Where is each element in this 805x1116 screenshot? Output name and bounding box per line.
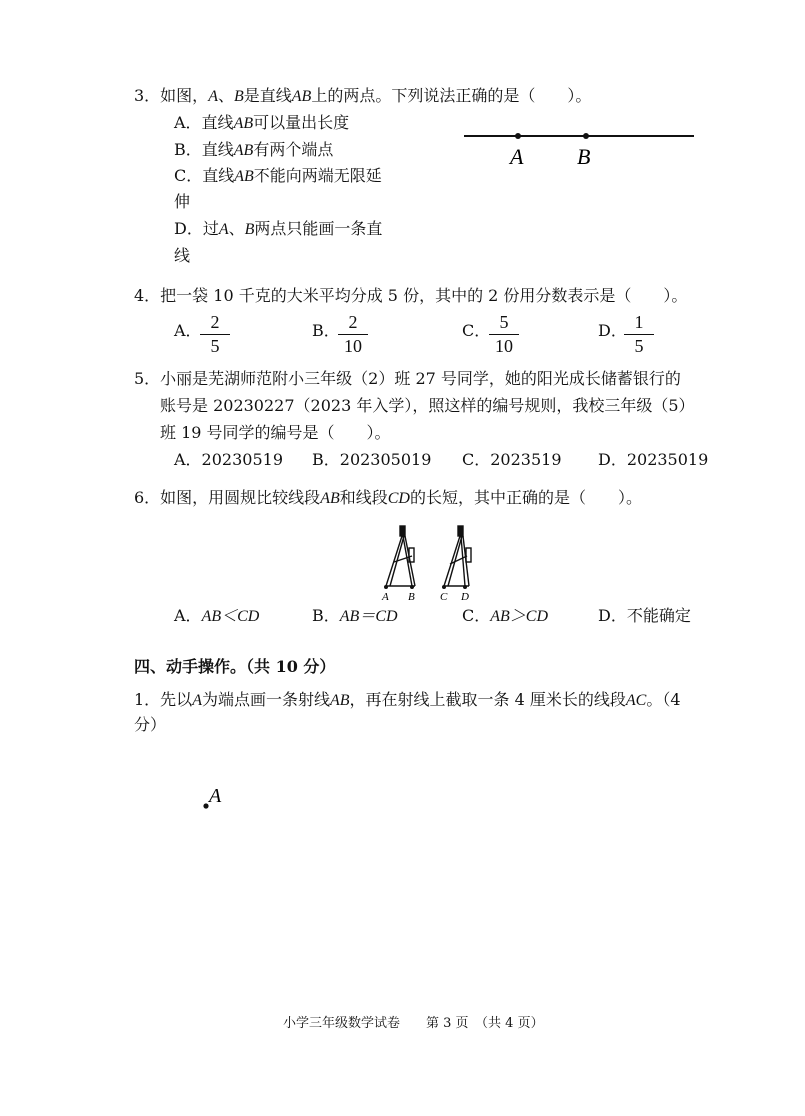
q3-stem	[134, 86, 591, 107]
q3-option-b-text: B．直线	[174, 140, 234, 159]
point-a-label: A	[209, 785, 222, 807]
point-b-label: B	[577, 144, 591, 169]
q3-option-c-wrap: 伸	[174, 192, 191, 211]
s4q1-segment-ac: AC	[625, 692, 647, 709]
q6-option-a-letter: A．	[174, 606, 202, 625]
q3-option-c-text: C．直线	[174, 166, 235, 185]
q5-option-c[interactable]: C．2023519	[462, 450, 562, 469]
q6-option-a-expr: AB＜CD	[201, 608, 260, 625]
q6-compass-figure	[372, 522, 492, 602]
q5-option-d[interactable]: D．20235019	[598, 450, 709, 469]
q3-option-a-ab: AB	[233, 115, 254, 132]
q3-option-b-ab: AB	[233, 142, 254, 159]
label-a: A	[382, 591, 389, 602]
compass-ab-icon	[386, 526, 415, 586]
q6-stem	[134, 488, 642, 509]
section-4-q1-line-1	[134, 690, 681, 711]
label-d: D	[461, 591, 469, 602]
drawing-point-a[interactable]	[196, 780, 236, 820]
point-a-label: A	[510, 144, 524, 169]
s4q1-point-a: A	[192, 692, 202, 709]
s4q1-text: 1．先以	[134, 690, 193, 709]
q3-option-d[interactable]	[174, 219, 382, 240]
fraction-numerator: 2	[210, 312, 220, 332]
q3-option-b[interactable]	[174, 140, 333, 161]
q6-stem-text-post: 的长短，其中正确的是（ ）。	[409, 488, 642, 507]
q4-option-d-fraction	[624, 312, 654, 356]
q3-option-d-text: D．过	[174, 219, 219, 238]
q3-line-figure	[460, 120, 700, 170]
q6-option-c-expr: AB＞CD	[490, 608, 549, 625]
point-c-dot	[442, 585, 446, 589]
q3-stem-text: 3．如图，	[134, 86, 209, 105]
q4-option-b-letter[interactable]: B．	[312, 321, 340, 340]
q3-option-d-text-post: 两点只能画一条直	[254, 219, 383, 238]
q6-option-b-expr: AB＝CD	[339, 608, 398, 625]
q3-option-d-point-b: B	[244, 221, 255, 238]
q5-line-2: 账号是 20230227（2023 年入学），照这样的编号规则，我校三年级（5）	[160, 396, 695, 415]
q4-option-b-fraction	[338, 312, 368, 356]
fraction-denominator: 10	[344, 336, 362, 356]
s4q1-ray-ab: AB	[329, 692, 350, 709]
fraction-numerator: 1	[634, 312, 644, 332]
point-b-dot	[410, 585, 414, 589]
s4q1-text-mid2: ，再在射线上截取一条 4 厘米长的线段	[349, 690, 626, 709]
q6-stem-ab: AB	[320, 490, 340, 507]
section-4-q1-line-2: 分）	[134, 715, 167, 734]
q3-option-a-text-post: 可以量出长度	[253, 113, 350, 132]
q3-stem-point-a: A	[208, 88, 218, 105]
fraction-bar	[200, 334, 230, 335]
s4q1-text-post: 。（4	[646, 690, 681, 709]
q5-line-1: 5．小丽是芜湖师范附小三年级（2）班 27 号同学，她的阳光成长储蓄银行的	[134, 369, 681, 388]
q3-option-a[interactable]	[174, 113, 349, 134]
q3-option-d-sep: 、	[228, 219, 245, 238]
q3-option-c-ab: AB	[234, 168, 254, 185]
point-a-dot	[515, 133, 521, 139]
q3-stem-line-ab: AB	[291, 88, 312, 105]
q4-stem: 4．把一袋 10 千克的大米平均分成 5 份，其中的 2 份用分数表示是（ ）。	[134, 286, 688, 305]
q6-option-d-expr: 不能确定	[626, 606, 691, 625]
q6-option-a[interactable]	[174, 606, 259, 627]
point-b-dot	[583, 133, 589, 139]
s4q1-text-mid: 为端点画一条射线	[201, 690, 330, 709]
section-4-heading: 四、动手操作。（共 10 分）	[134, 657, 336, 676]
q4-option-d-letter[interactable]: D．	[598, 321, 627, 340]
q6-stem-text-mid: 和线段	[339, 488, 388, 507]
fraction-bar	[338, 334, 368, 335]
point-a-dot	[203, 803, 208, 808]
q6-option-c-letter: C．	[462, 606, 491, 625]
fraction-bar	[489, 334, 519, 335]
fraction-numerator: 2	[348, 312, 358, 332]
point-d-dot	[463, 585, 467, 589]
q3-stem-point-b: B	[233, 88, 244, 105]
label-c: C	[440, 591, 448, 602]
q3-option-d-wrap: 线	[174, 246, 191, 265]
q6-option-c[interactable]	[462, 606, 548, 627]
q5-line-3: 班 19 号同学的编号是（ ）。	[160, 423, 391, 442]
fraction-bar	[624, 334, 654, 335]
q6-option-d[interactable]	[598, 606, 691, 626]
q5-option-b[interactable]: B．202305019	[312, 450, 432, 469]
q4-option-a-fraction	[200, 312, 230, 356]
fraction-denominator: 10	[495, 336, 513, 356]
q3-stem-text-post: 上的两点。下列说法正确的是（ ）。	[311, 86, 592, 105]
label-b: B	[408, 591, 415, 602]
q5-option-a[interactable]: A．20230519	[174, 450, 283, 469]
q4-option-c-fraction	[489, 312, 519, 356]
q3-stem-text-mid: 是直线	[243, 86, 292, 105]
q6-option-d-letter: D．	[598, 606, 627, 625]
q3-option-d-point-a: A	[218, 221, 229, 238]
q3-option-c[interactable]	[174, 166, 382, 187]
fraction-numerator: 5	[499, 312, 509, 332]
q3-option-c-text-post: 不能向两端无限延	[253, 166, 382, 185]
q4-option-a-letter[interactable]: A．	[174, 321, 202, 340]
point-a-dot	[384, 585, 388, 589]
q6-option-b[interactable]	[312, 606, 398, 627]
q6-stem-cd: CD	[387, 490, 410, 507]
compass-cd-icon	[444, 526, 471, 586]
fraction-denominator: 5	[210, 336, 220, 356]
q6-option-b-letter: B．	[312, 606, 340, 625]
q3-stem-sep: 、	[217, 86, 234, 105]
fraction-denominator: 5	[634, 336, 644, 356]
q6-stem-text: 6．如图，用圆规比较线段	[134, 488, 321, 507]
page-footer: 小学三年级数学试卷 第 3 页 （共 4 页）	[283, 1016, 544, 1031]
q3-option-a-text: A．直线	[174, 113, 234, 132]
q4-option-c-letter[interactable]: C．	[462, 321, 491, 340]
q3-option-b-text-post: 有两个端点	[253, 140, 334, 159]
